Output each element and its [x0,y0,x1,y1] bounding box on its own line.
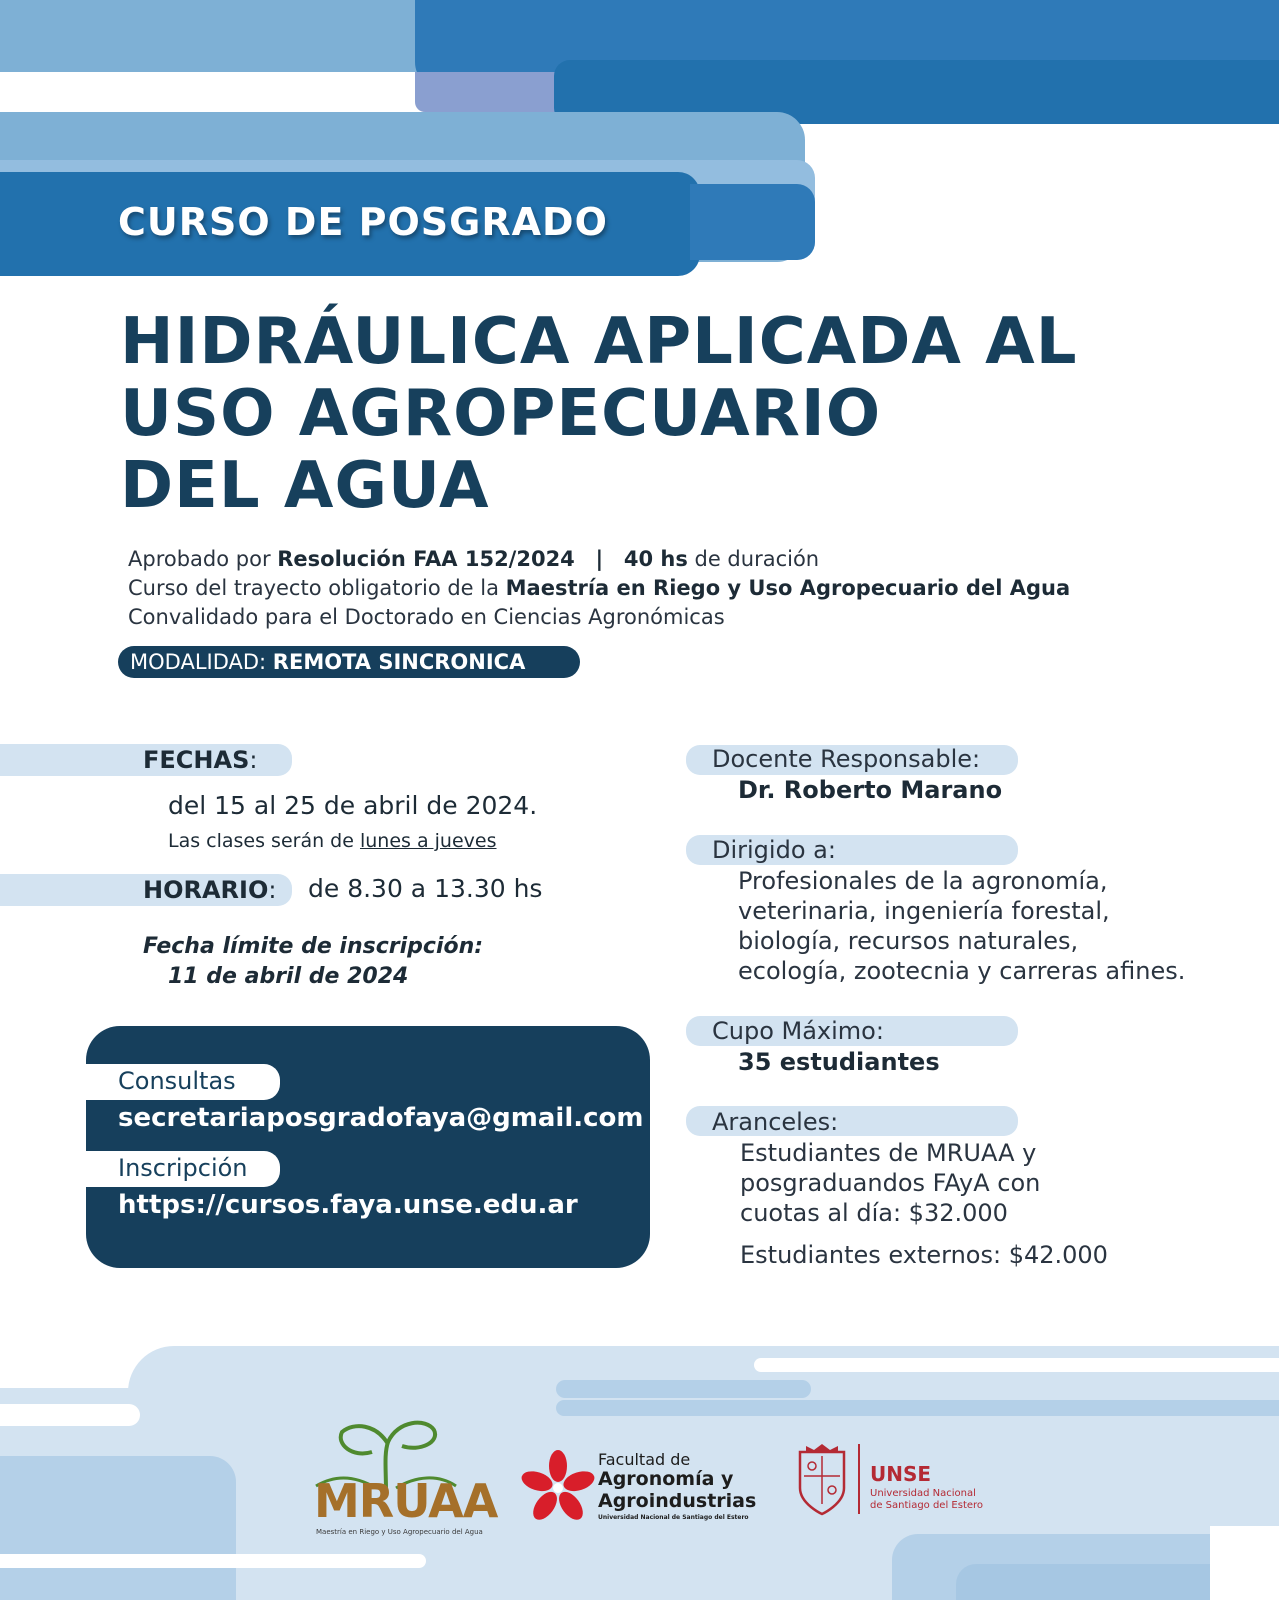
title-line-2: USO AGROPECUARIO [120,377,882,451]
top-accent-lavender [415,72,575,112]
docente-value: Dr. Roberto Marano [738,776,1003,804]
dirigido-line-4: ecología, zootecnia y carreras afines. [738,957,1186,985]
bottom-left-block [0,1456,236,1600]
bottom-blue-bar-long [556,1400,1279,1416]
docente-label: Docente Responsable: [712,745,981,773]
aranceles-line-1: Estudiantes de MRUAA y [740,1139,1037,1167]
horario-value: de 8.30 a 13.30 hs [308,874,543,903]
title-line-1: HIDRÁULICA APLICADA AL [120,305,1078,379]
bottom-blue-bar [556,1380,811,1398]
course-type-label: CURSO DE POSGRADO [118,200,608,244]
crest-icon [796,1442,848,1518]
inscripcion-pill [86,1151,280,1187]
deadline-label: Fecha límite de inscripción: [143,934,484,959]
dirigido-line-1: Profesionales de la agronomía, [738,867,1108,895]
faya-line-2: Agronomía y [598,1468,734,1490]
unse-line-2: de Santiago del Estero [870,1500,984,1511]
dirigido-line-3: biología, recursos naturales, [738,927,1079,955]
info-line-program: Curso del trayecto obligatorio de la Maestría en Riego y Uso Agropecuario del Agua [128,576,1071,600]
top-white-strip [0,72,415,112]
unse-line-1: Universidad Nacional [870,1488,976,1499]
contact-url[interactable]: https://cursos.faya.unse.edu.ar [118,1190,578,1220]
mruaa-subtitle: Maestría en Riego y Uso Agropecuario del Agua [316,1528,483,1536]
deadline-value: 11 de abril de 2024 [168,964,409,989]
course-type-banner-right [690,184,815,260]
title-line-3: DEL AGUA [120,449,490,523]
faya-line-1: Facultad de [598,1450,691,1469]
info-line-doctorate: Convalidado para el Doctorado en Ciencias Agronómicas [128,605,725,629]
bottom-right-white [1210,1526,1279,1600]
aranceles-line-2: posgraduandos FAyA con [740,1169,1041,1197]
inscripcion-label: Inscripción [118,1154,248,1182]
cupo-value: 35 estudiantes [738,1048,940,1076]
faya-subtitle: Universidad Nacional de Santiago del Estero [598,1514,749,1521]
contact-box [86,1026,650,1268]
unse-divider [858,1444,860,1514]
dirigido-label: Dirigido a: [712,836,836,864]
flower-icon [520,1450,596,1526]
dirigido-line-2: veterinaria, ingeniería forestal, [738,897,1110,925]
aranceles-label: Aranceles: [712,1108,839,1136]
info-line-approval: Aprobado por Resolución FAA 152/2024 | 40 hs de duración [128,547,820,571]
fechas-days: Las clases serán de lunes a jueves [168,830,497,852]
contact-email[interactable]: secretariaposgradofaya@gmail.com [118,1103,644,1133]
consultas-pill [86,1064,280,1100]
faya-line-3: Agroindustrias [598,1490,757,1512]
bottom-left-white-bar-2 [0,1554,426,1568]
fechas-range: del 15 al 25 de abril de 2024. [168,791,538,820]
unse-logo [796,1442,996,1522]
aranceles-external: Estudiantes externos: $42.000 [740,1241,1108,1269]
aranceles-line-3: cuotas al día: $32.000 [740,1199,1008,1227]
consultas-label: Consultas [118,1067,236,1095]
mruaa-logo [306,1414,498,1538]
unse-wordmark: UNSE [870,1462,932,1486]
cupo-label: Cupo Máximo: [712,1017,884,1045]
horario-label: HORARIO: [143,876,277,904]
mruaa-wordmark: MRUAA [314,1474,498,1528]
modalidad-text: MODALIDAD: REMOTA SINCRONICA [130,650,526,674]
fechas-label: FECHAS: [143,746,258,774]
bottom-left-white-bar [0,1404,140,1426]
faya-logo [520,1446,770,1546]
bottom-white-bar-top [754,1358,1279,1372]
